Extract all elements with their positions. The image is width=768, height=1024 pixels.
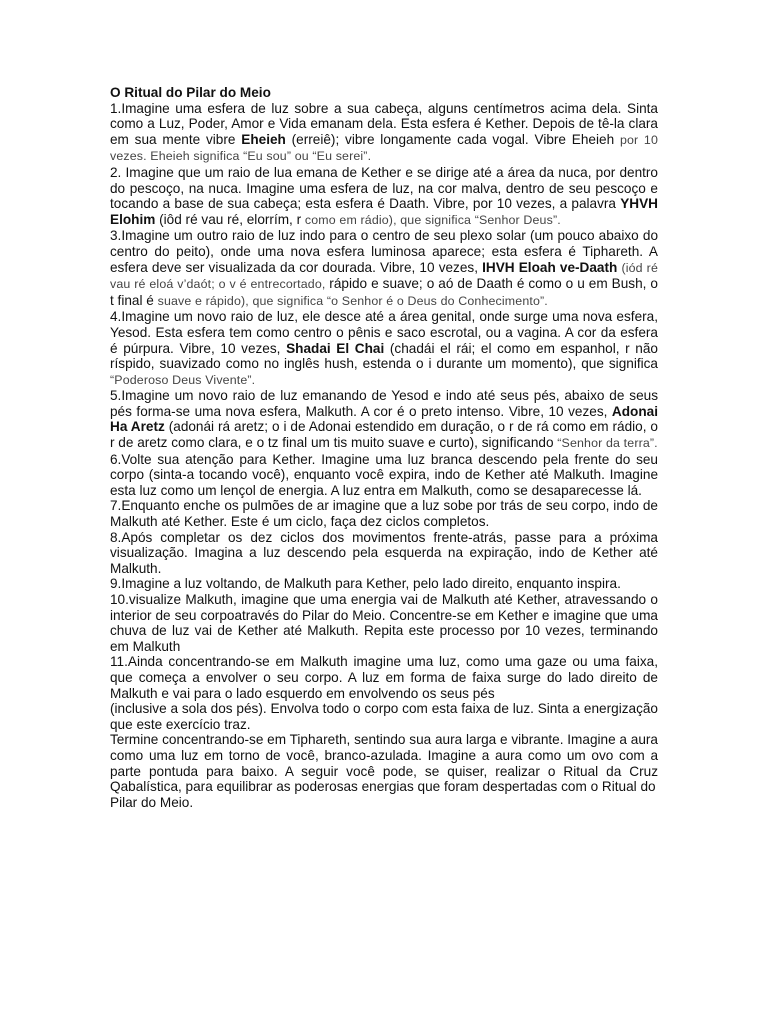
paragraph	[110, 795, 658, 811]
paragraph	[110, 576, 658, 592]
bold-term: Adonai Ha Aretz	[110, 403, 658, 435]
text-segment: (inclusive a sola dos pés). Envolva todo o corpo com esta faixa de luz. Sinta a energização que este exercício traz.	[110, 701, 658, 732]
document-title: O Ritual do Pilar do Meio	[110, 85, 271, 100]
text-segment: 5.Imagine um novo raio de luz emanando de Yesod e indo até seus pés, abaixo de seus pés forma-se uma nova esfera, Malkuth. A cor é o preto intenso. Vibre, 10 vezes,	[110, 388, 658, 419]
paragraph	[110, 228, 658, 309]
text-segment: Termine concentrando-se em Tiphareth, sentindo sua aura larga e vibrante. Imagine a aura como uma luz em torno de você, branco-azulada. Imagine a aura como um ovo com a parte pontuda para baixo. A seguir você pode, se quiser, realizar o Ritual da Cruz Qabalística, para equilibrar as poderosas energias que foram despertadas com o Ritual do	[110, 732, 658, 795]
bold-term: Eheieh	[241, 131, 286, 147]
paragraph	[110, 388, 658, 451]
text-segment: (iód ré vau ré eloá v’daót; o v é entrecortado,	[110, 260, 658, 292]
text-segment: 4.Imagine um novo raio de luz, ele desce até a área genital, onde surge uma nova esfera, Yesod. Esta esfera tem como centro o pênis e saco escrotal, ou a vagina. A cor da esfera é púrpura. Vibre, 10 vezes,	[110, 309, 658, 356]
text-segment: 9.Imagine a luz voltando, de Malkuth para Kether, pelo lado direito, enquanto inspira.	[110, 576, 621, 592]
bold-term: Shadai El Chai	[286, 340, 385, 356]
text-segment: suave e rápido), que significa “o Senhor é o Deus do Conhecimento”.	[157, 293, 548, 308]
bold-term: YHVH Elohim	[110, 196, 658, 227]
text-segment: como em rádio), que significa “Senhor Deus”.	[304, 212, 561, 227]
text-segment: 6.Volte sua atenção para Kether. Imagine uma luz branca descendo pela frente do seu corpo (sinta-a tocando você), enquanto você expira, indo de Kether até Malkuth. Imagine esta luz como um lençol de energia. A luz entra em Malkuth, como se desaparecesse lá.	[110, 451, 658, 498]
paragraph	[110, 498, 658, 529]
bold-term: IHVH Eloah ve-Daath	[482, 259, 618, 275]
text-segment: Pilar do Meio.	[110, 794, 194, 810]
paragraph	[110, 530, 658, 577]
text-segment: “Poderoso Deus Vivente”.	[110, 372, 256, 387]
paragraph	[110, 452, 658, 499]
text-segment: 3.Imagine um outro raio de luz indo para o centro de seu plexo solar (um pouco abaixo do centro do peito), onde uma nova esfera luminosa aparece; esta esfera é Tiphareth. A esfera deve ser visualizada da cor dourada. Vibre, 10 vezes,	[110, 228, 658, 275]
paragraph	[110, 732, 658, 794]
text-segment: 1.Imagine uma esfera de luz sobre a sua cabeça, alguns centímetros acima dela. Sinta como a Luz, Poder, Amor e Vida emanam dela. Esta esfera é Kether. Depois de tê-la clara em sua mente vibre	[110, 100, 658, 147]
paragraph	[110, 592, 658, 654]
text-segment: 8.Após completar os dez ciclos dos movimentos frente-atrás, passe para a próxima visualização. Imagina a luz descendo pela esquerda na expiração, indo de Kether até Malkuth.	[110, 529, 658, 576]
text-segment: (adonái rá aretz; o i de Adonai estendido em duração, o r de rá como em rádio, o r de aretz como clara, e o tz final um tis muito suave e curto), significando	[110, 419, 658, 451]
text-segment: por 10 vezes. Eheieh significa “Eu sou” ou “Eu serei”.	[110, 132, 658, 164]
text-segment: rápido e suave; o aó de Daath é como o u em Bush, o t final é	[110, 276, 658, 308]
text-segment: “Senhor da terra”.	[557, 436, 658, 451]
text-segment: (erreiê); vibre longamente cada vogal. Vibre Eheieh	[285, 131, 620, 147]
text-segment: 10.visualize Malkuth, imagine que uma energia vai de Malkuth até Kether, atravessando o interior de seu corpoatravés do Pilar do Meio. Concentre-se em Kether e imagine que uma chuva de luz vai de Kether até Malkuth. Repita este processo por 10 vezes, terminando em Malkuth	[110, 592, 658, 654]
text-segment: 2. Imagine que um raio de lua emana de Kether e se dirige até a área da nuca, por dentro do pescoço, na nuca. Imagine uma esfera de luz, na cor malva, dentro de seu pescoço e tocando a base de sua cabeça; esta esfera é Daath. Vibre, por 10 vezes, a palavra	[110, 164, 658, 212]
document-body	[110, 85, 658, 810]
paragraph	[110, 165, 658, 228]
text-segment: (iôd ré vau ré, elorrím, r	[155, 211, 305, 227]
text-segment: 7.Enquanto enche os pulmões de ar imagine que a luz sobe por trás de seu corpo, indo de Malkuth até Kether. Este é um ciclo, faça dez ciclos completos.	[110, 498, 658, 530]
text-segment: (chadái el rái; el como em espanhol, r não ríspido, suavizado como no inglês hush, estenda o i durante um momento), que significa	[110, 340, 658, 372]
text-segment: 11.Ainda concentrando-se em Malkuth imagine uma luz, como uma gaze ou uma faixa, que começa a envolver o seu corpo. A luz em forma de faixa surge do lado direito de Malkuth e vai para o lado esquerdo em envolvendo os seus pés	[110, 654, 658, 701]
paragraph	[110, 701, 658, 732]
paragraph	[110, 309, 658, 388]
paragraph-list	[110, 101, 658, 811]
paragraph	[110, 101, 658, 165]
paragraph	[110, 654, 658, 701]
